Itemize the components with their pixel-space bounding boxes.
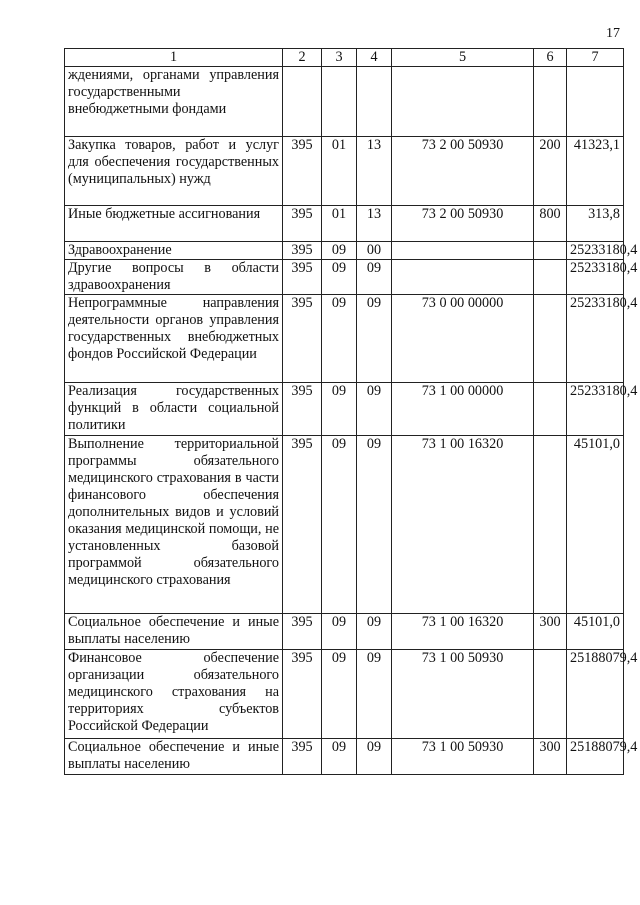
cell-target-article: 73 1 00 16320	[392, 436, 534, 614]
cell-target-article: 73 0 00 00000	[392, 295, 534, 383]
row-name: Непрограммные направления деятельности органов управления государственных внебюджетных фондов Российской Федерации	[65, 295, 283, 383]
cell-subsection: 13	[357, 137, 392, 206]
cell-section: 09	[322, 614, 357, 650]
cell-target-article	[392, 67, 534, 137]
cell-expense-type	[534, 295, 567, 383]
table-row	[65, 436, 624, 614]
cell-subsection: 09	[357, 383, 392, 436]
table-row	[65, 67, 624, 137]
page-number: 17	[606, 26, 620, 41]
cell-expense-type	[534, 260, 567, 295]
row-name: Закупка товаров, работ и услуг для обеспечения государственных (муниципальных) нужд	[65, 137, 283, 206]
cell-amount: 45101,0	[567, 614, 624, 650]
cell-target-article	[392, 260, 534, 295]
cell-target-article: 73 2 00 50930	[392, 206, 534, 242]
cell-subsection: 00	[357, 242, 392, 260]
cell-expense-type	[534, 436, 567, 614]
cell-subsection: 09	[357, 650, 392, 739]
table-row	[65, 260, 624, 295]
cell-section: 09	[322, 260, 357, 295]
cell-target-article: 73 1 00 16320	[392, 614, 534, 650]
col-header-7: 7	[567, 49, 624, 67]
cell-expense-type: 800	[534, 206, 567, 242]
cell-ministry: 395	[283, 260, 322, 295]
cell-amount	[567, 67, 624, 137]
cell-ministry: 395	[283, 383, 322, 436]
cell-expense-type	[534, 242, 567, 260]
col-header-6: 6	[534, 49, 567, 67]
cell-expense-type: 300	[534, 614, 567, 650]
cell-subsection: 09	[357, 295, 392, 383]
cell-section: 01	[322, 206, 357, 242]
col-header-4: 4	[357, 49, 392, 67]
cell-ministry: 395	[283, 739, 322, 775]
row-name: Социальное обеспечение и иные выплаты населению	[65, 739, 283, 775]
cell-target-article: 73 1 00 50930	[392, 739, 534, 775]
cell-subsection: 09	[357, 436, 392, 614]
cell-subsection: 09	[357, 739, 392, 775]
cell-amount: 41323,1	[567, 137, 624, 206]
cell-section: 01	[322, 137, 357, 206]
cell-amount: 25233180,4	[567, 295, 624, 383]
row-name: Финансовое обеспечение организации обязательного медицинского страхования на территориях субъектов Российской Федерации	[65, 650, 283, 739]
cell-ministry: 395	[283, 436, 322, 614]
cell-amount: 313,8	[567, 206, 624, 242]
row-name: ждениями, органами управления государственными внебюджетными фондами	[65, 67, 283, 137]
table-row	[65, 614, 624, 650]
cell-ministry: 395	[283, 295, 322, 383]
row-name: Иные бюджетные ассигнования	[65, 206, 283, 242]
cell-section: 09	[322, 436, 357, 614]
row-name: Другие вопросы в области здравоохранения	[65, 260, 283, 295]
col-header-2: 2	[283, 49, 322, 67]
cell-ministry	[283, 67, 322, 137]
cell-section: 09	[322, 242, 357, 260]
cell-ministry: 395	[283, 137, 322, 206]
row-name: Выполнение территориальной программы обязательного медицинского страхования в части финансового обеспечения дополнительных видов и условий оказания медицинской помощи, не установленных базовой программой обязательного медицинского страхования	[65, 436, 283, 614]
table-row	[65, 242, 624, 260]
cell-amount: 25188079,4	[567, 739, 624, 775]
cell-expense-type: 200	[534, 137, 567, 206]
table-row	[65, 137, 624, 206]
cell-amount: 25233180,4	[567, 260, 624, 295]
cell-subsection: 13	[357, 206, 392, 242]
cell-expense-type	[534, 383, 567, 436]
table-row	[65, 650, 624, 739]
header-row	[65, 49, 624, 67]
cell-subsection: 09	[357, 614, 392, 650]
cell-ministry: 395	[283, 206, 322, 242]
cell-ministry: 395	[283, 614, 322, 650]
budget-table	[64, 48, 638, 775]
cell-target-article	[392, 242, 534, 260]
cell-section: 09	[322, 739, 357, 775]
cell-ministry: 395	[283, 650, 322, 739]
col-header-3: 3	[322, 49, 357, 67]
cell-expense-type	[534, 67, 567, 137]
row-name: Реализация государственных функций в области социальной политики	[65, 383, 283, 436]
cell-expense-type: 300	[534, 739, 567, 775]
cell-section: 09	[322, 650, 357, 739]
table-row	[65, 739, 624, 775]
cell-target-article: 73 2 00 50930	[392, 137, 534, 206]
col-header-1: 1	[65, 49, 283, 67]
cell-section: 09	[322, 383, 357, 436]
cell-target-article: 73 1 00 50930	[392, 650, 534, 739]
cell-amount: 25188079,4	[567, 650, 624, 739]
cell-target-article: 73 1 00 00000	[392, 383, 534, 436]
cell-section	[322, 67, 357, 137]
cell-section: 09	[322, 295, 357, 383]
cell-expense-type	[534, 650, 567, 739]
row-name: Социальное обеспечение и иные выплаты населению	[65, 614, 283, 650]
col-header-5: 5	[392, 49, 534, 67]
row-name: Здравоохранение	[65, 242, 283, 260]
table-row	[65, 295, 624, 383]
cell-amount: 45101,0	[567, 436, 624, 614]
cell-amount: 25233180,4	[567, 383, 624, 436]
cell-amount: 25233180,4	[567, 242, 624, 260]
cell-subsection: 09	[357, 260, 392, 295]
table-row	[65, 206, 624, 242]
table-row	[65, 383, 624, 436]
cell-subsection	[357, 67, 392, 137]
cell-ministry: 395	[283, 242, 322, 260]
